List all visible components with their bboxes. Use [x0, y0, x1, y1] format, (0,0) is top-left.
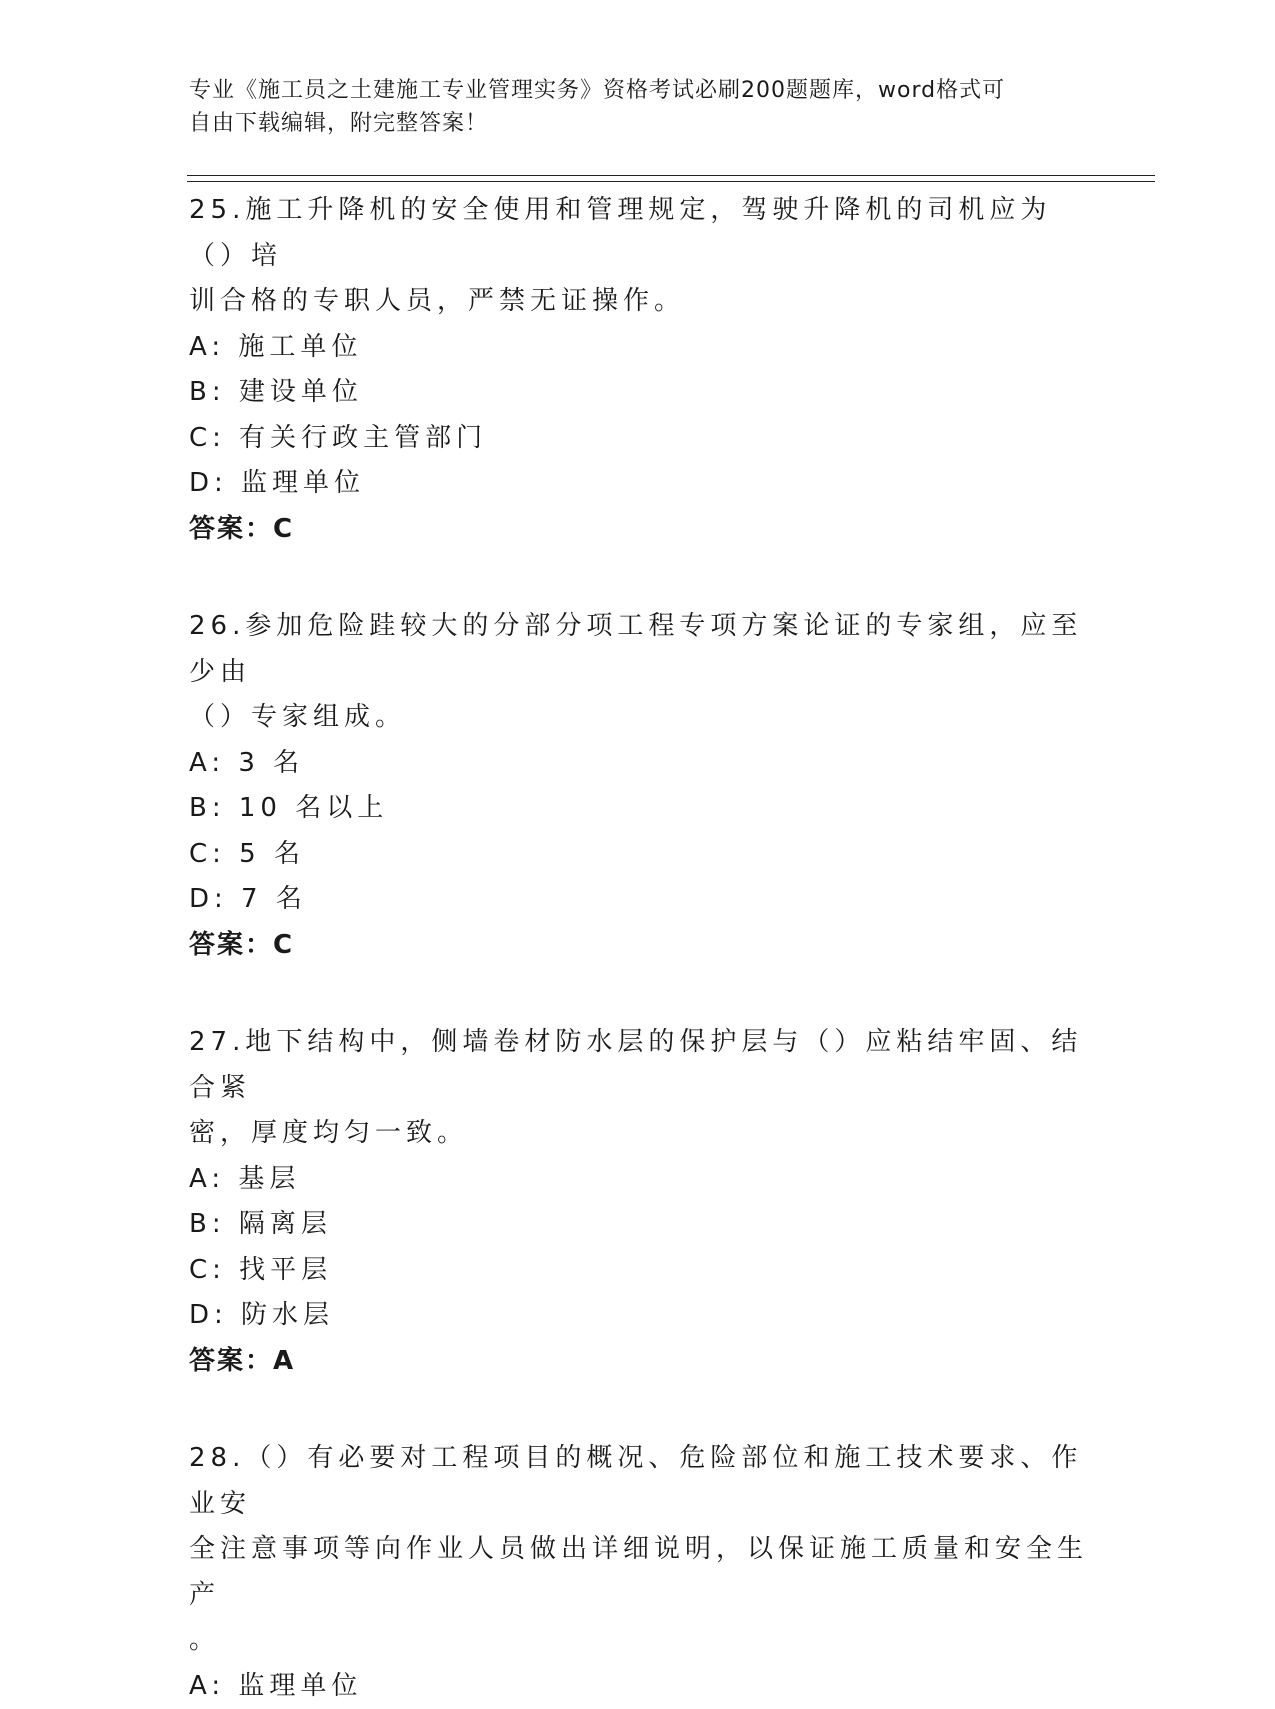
option-b: B: 10 名以上 — [189, 786, 1089, 832]
option-d: D: 7 名 — [189, 877, 1089, 923]
question-stem — [189, 188, 1089, 325]
question-26 — [189, 604, 1089, 968]
answer: 答案：C — [189, 923, 1089, 969]
option-a: A: 施工单位 — [189, 325, 1089, 371]
question-stem-line: 27.地下结构中，侧墙卷材防水层的保护层与（）应粘结牢固、结合紧 — [189, 1020, 1089, 1111]
header-divider-top — [187, 175, 1155, 176]
option-a: A: 基层 — [189, 1157, 1089, 1203]
option-d: D: 防水层 — [189, 1293, 1089, 1339]
answer: 答案：A — [189, 1339, 1089, 1385]
question-stem-line: 训合格的专职人员，严禁无证操作。 — [189, 279, 1089, 325]
option-b: B: 隔离层 — [189, 1202, 1089, 1248]
question-stem — [189, 604, 1089, 741]
option-a: A: 3 名 — [189, 741, 1089, 787]
question-stem-line: 密，厚度均匀一致。 — [189, 1111, 1089, 1157]
question-stem-line: 全注意事项等向作业人员做出详细说明，以保证施工质量和安全生产 — [189, 1527, 1089, 1618]
header-line-1: 专业《施工员之土建施工专业管理实务》资格考试必刷200题题库，word格式可 — [189, 74, 1069, 107]
question-stem-line: 25.施工升降机的安全使用和管理规定，驾驶升降机的司机应为（）培 — [189, 188, 1089, 279]
question-stem-line: 26.参加危险跬较大的分部分项工程专项方案论证的专家组，应至少由 — [189, 604, 1089, 695]
option-c: C: 5 名 — [189, 832, 1089, 878]
question-stem-line: （）专家组成。 — [189, 695, 1089, 741]
option-c: C: 找平层 — [189, 1248, 1089, 1294]
question-stem — [189, 1436, 1089, 1664]
header-line-2: 自由下载编辑，附完整答案！ — [189, 107, 1069, 140]
question-stem — [189, 1020, 1089, 1157]
option-a: A: 监理单位 — [189, 1664, 1089, 1709]
document-header — [189, 74, 1069, 140]
answer: 答案：C — [189, 507, 1089, 553]
option-c: C: 有关行政主管部门 — [189, 416, 1089, 462]
question-27 — [189, 1020, 1089, 1384]
header-divider-bottom — [187, 181, 1155, 182]
option-b: B: 建设单位 — [189, 370, 1089, 416]
question-stem-line: 28.（）有必要对工程项目的概况、危险部位和施工技术要求、作业安 — [189, 1436, 1089, 1527]
question-25 — [189, 188, 1089, 552]
question-28 — [189, 1436, 1089, 1709]
question-stem-line: 。 — [189, 1618, 1089, 1664]
question-list — [189, 188, 1089, 1709]
option-d: D: 监理单位 — [189, 461, 1089, 507]
